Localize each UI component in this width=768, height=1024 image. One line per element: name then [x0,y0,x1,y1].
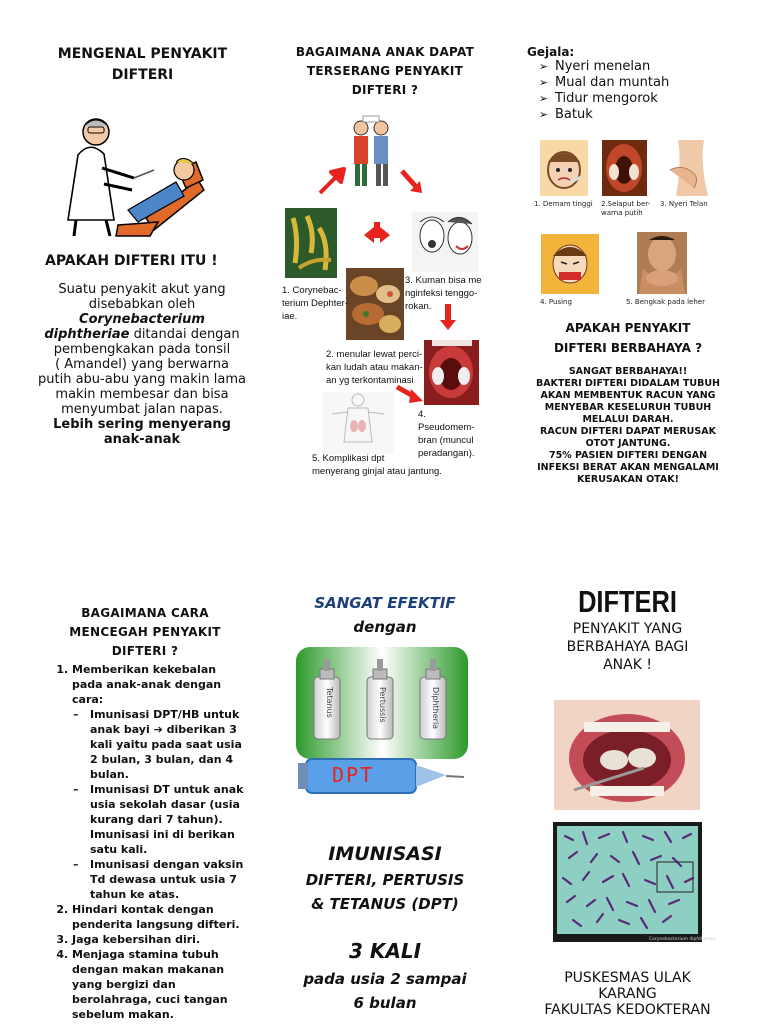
text-line: menyumbat jalan napas. [61,402,223,417]
title-line: DIFTERI ? [111,644,179,658]
text-line: KARANG [598,986,657,1002]
footer-institution [535,970,720,1018]
contaminated-food-image [346,268,404,340]
mouth-photo [554,700,700,810]
dose-count: 3 KALI [348,939,422,963]
age-range [275,967,495,1015]
species-name: diphtheriae [44,327,130,342]
caption-line: warna putih [601,209,643,217]
swollen-neck-image [637,232,687,294]
text-line: Td dewasa untuk usia 7 [90,873,237,886]
title-line: APAKAH PENYAKIT [565,321,691,335]
caption-line: bran (muncul [418,435,474,446]
with-label: dengan [353,618,417,636]
text-line: disebabkan oleh [88,297,196,312]
caption-line: 2. menular lewat perci- [326,349,423,360]
cover-subtitle [535,620,720,674]
vial-label: Pertussis [378,687,387,723]
caption-step1 [282,284,348,323]
text-line: ANAK ! [603,657,652,673]
symptom-caption-2 [601,200,650,218]
title-line: BAGAIMANA ANAK DAPAT [295,45,475,59]
sore-throat-image [664,140,714,196]
definition-text [37,282,247,447]
bacteria-image [285,208,337,278]
immunization-heading: IMUNISASI [328,843,442,865]
list-item: ➢ Tidur mengorok [539,91,747,107]
dpt-vaccine-graphic [296,647,468,807]
text-line: ( Amandel) yang berwarna [55,357,229,372]
text-line: putih abu-abu yang makin lama [38,372,246,387]
caption-step3 [405,274,482,313]
caption-line: terium Dephter- [282,298,348,309]
text-line: pada anak-anak dengan [72,678,222,691]
text-line: pembengkakan pada tonsil [53,342,231,357]
text-line: KERUSAKAN OTAK! [577,474,679,485]
list-item [88,707,255,782]
danger-text [523,366,733,486]
symptoms-section [527,45,747,123]
symptom-caption-3: 3. Nyeri Telan [660,200,708,208]
list-item [72,947,255,1022]
caption-step2 [326,348,423,387]
caption-line: peradangan). [418,448,475,459]
text-line: 4. Menjaga stamina tubuh [72,948,219,961]
text-line: 1. Memberikan kekebalan [72,663,217,676]
text-line: satu kali. [90,843,148,856]
text-line: diberikan 3 [166,723,237,736]
text-line: PUSKESMAS ULAK [564,970,691,986]
text-line: 2 bulan, 3 bulan, dan 4 [90,753,234,766]
list-item [88,857,255,902]
arrows-split-icon [362,220,392,250]
title-line: TERSERANG PENYAKIT [306,64,464,78]
cover-title: DIFTERI [578,584,677,619]
text-line: OTOT JANTUNG. [585,438,671,449]
text-line: AKAN MEMBENTUK RACUN YANG [540,390,716,401]
caption-line: 4. Pseudomem- [418,409,475,433]
title-line: MENCEGAH PENYAKIT [69,625,221,639]
text-line: sebelum makan. [72,1008,174,1021]
children-sneezing-image [349,116,393,196]
text-line: pada usia 2 sampai [303,970,467,988]
symptom-caption-5: 5. Bengkak pada leher [626,298,705,306]
caption-line: 2.Selaput ber- [601,200,651,208]
text-line: BAKTERI DIFTERI DIDALAM TUBUH [535,378,721,389]
coughing-person-image [412,212,478,272]
text-line: 3. Jaga kebersihan diri. [72,933,201,946]
text-line: 6 bulan [353,994,417,1012]
text-line: anak bayi [90,723,150,736]
infected-throat-image [424,340,479,405]
micro-caption: Corynebacterium diphtheriae [649,937,716,942]
caption-line: menyerang ginjal atau jantung. [312,466,442,477]
steps-list [55,662,255,1022]
syringe-label: DPT [332,763,375,787]
title-line: MENGENAL PENYAKIT [57,46,228,62]
dpt-description [275,868,495,916]
caption-line: 1. Corynebac- [282,285,342,296]
text-line: bulan. [90,768,129,781]
vial-tetanus [314,687,340,731]
brochure-title [40,44,245,86]
text-line: dengan makan makanan [72,963,225,976]
caption-line: 3. Kuman bisa me [405,275,482,286]
symptoms-list [539,59,747,123]
list-item [72,902,255,932]
kidney-heart-sketch [322,392,394,454]
caption-line: iae. [282,311,298,322]
text-line: INFEKSI BERAT AKAN MENGALAMI [537,462,719,473]
text-line: DIFTERI, PERTUSIS [305,871,465,889]
text-line: ditandai dengan [133,327,240,342]
text-line: Corynebacterium [79,312,205,327]
text-line: cara: [72,693,104,706]
text-line: FAKULTAS KEDOKTERAN [544,1002,711,1018]
title-line: BAGAIMANA CARA [81,606,209,620]
text-line: – Imunisasi DT untuk anak [90,783,244,796]
sub-list [72,707,255,902]
caption-line: 5. Komplikasi dpt [312,453,385,464]
doctor-patient-illustration [58,110,203,238]
bacteria-microscope-photo [553,822,716,942]
text-line: SANGAT BERBAHAYA!! [568,366,688,377]
text-line: berolahraga, cuci tangan [72,993,228,1006]
danger-title [523,318,733,358]
caption-line: kan ludah atau makan- [326,362,423,373]
text-line: MELALUI DARAH. [582,414,674,425]
what-is-heading: APAKAH DIFTERI ITU ! [45,253,218,269]
caption-line: nginfeksi tenggo- [405,288,478,299]
title-line: DIFTERI ? [351,83,419,97]
vial-label: Tetanus [325,687,334,718]
arrow-icon [316,167,346,197]
white-membrane-throat-image [602,140,647,196]
text-line: anak-anak [103,432,181,447]
list-item: ➢ Mual dan muntah [539,75,747,91]
vial-pertussis [367,687,393,731]
text-line: MENYEBAR KESELURUH TUBUH [544,402,712,413]
text-line: usia sekolah dasar (usia [90,798,240,811]
title-line: DIFTERI BERBAHAYA ? [553,341,703,355]
symptom-caption-4: 4. Pusing [540,298,572,306]
text-line: & TETANUS (DPT) [311,895,459,913]
highly-effective-label: SANGAT EFEKTIF [314,594,456,612]
text-line: kali yaitu pada saat usia [90,738,242,751]
text-line: – Imunisasi dengan vaksin [90,858,244,871]
text-line: tahun ke atas. [90,888,180,901]
list-item [88,782,255,857]
prevention-steps [55,662,255,1022]
text-line: RACUN DIFTERI DAPAT MERUSAK [540,426,716,437]
transmission-title [280,43,490,100]
title-line: DIFTERI [111,67,174,83]
text-line: PENYAKIT YANG [572,621,683,637]
text-line: – Imunisasi DPT/HB untuk [90,708,240,721]
text-line: penderita langsung difteri. [72,918,240,931]
headache-child-image [541,234,599,294]
list-item: ➢ Batuk [539,107,747,123]
text-line: Lebih sering menyerang [53,417,231,432]
prevention-title [40,604,250,661]
arrow-icon [398,167,424,197]
text-line: yang bergizi dan [72,978,176,991]
fever-child-image [540,140,588,196]
text-line: 2. Hindari kontak dengan [72,903,214,916]
transmission-diagram [282,112,482,487]
text-line: 75% PASIEN DIFTERI DENGAN [548,450,708,461]
caption-line: an yg terkontaminasi [326,375,414,386]
caption-step5 [312,452,442,478]
text-line: Suatu penyakit akut yang [58,282,226,297]
vial-label: Diphtheria [431,687,440,730]
symptoms-label: Gejala: [527,45,575,59]
list-item [72,662,255,902]
text-line: BERBAHAYA BAGI [566,639,689,655]
text-line: makin membesar dan bisa [55,387,229,402]
text-line: kurang dari 7 tahun). [90,813,223,826]
vial-diphtheria [420,687,446,731]
text-line: Imunisasi ini di berikan [90,828,235,841]
symptom-caption-1: 1. Demam tinggi [534,200,593,208]
list-item [72,932,255,947]
caption-line: rokan. [405,301,432,312]
list-item: ➢ Nyeri menelan [539,59,747,75]
arrow-right-icon: ➔ [153,723,163,736]
